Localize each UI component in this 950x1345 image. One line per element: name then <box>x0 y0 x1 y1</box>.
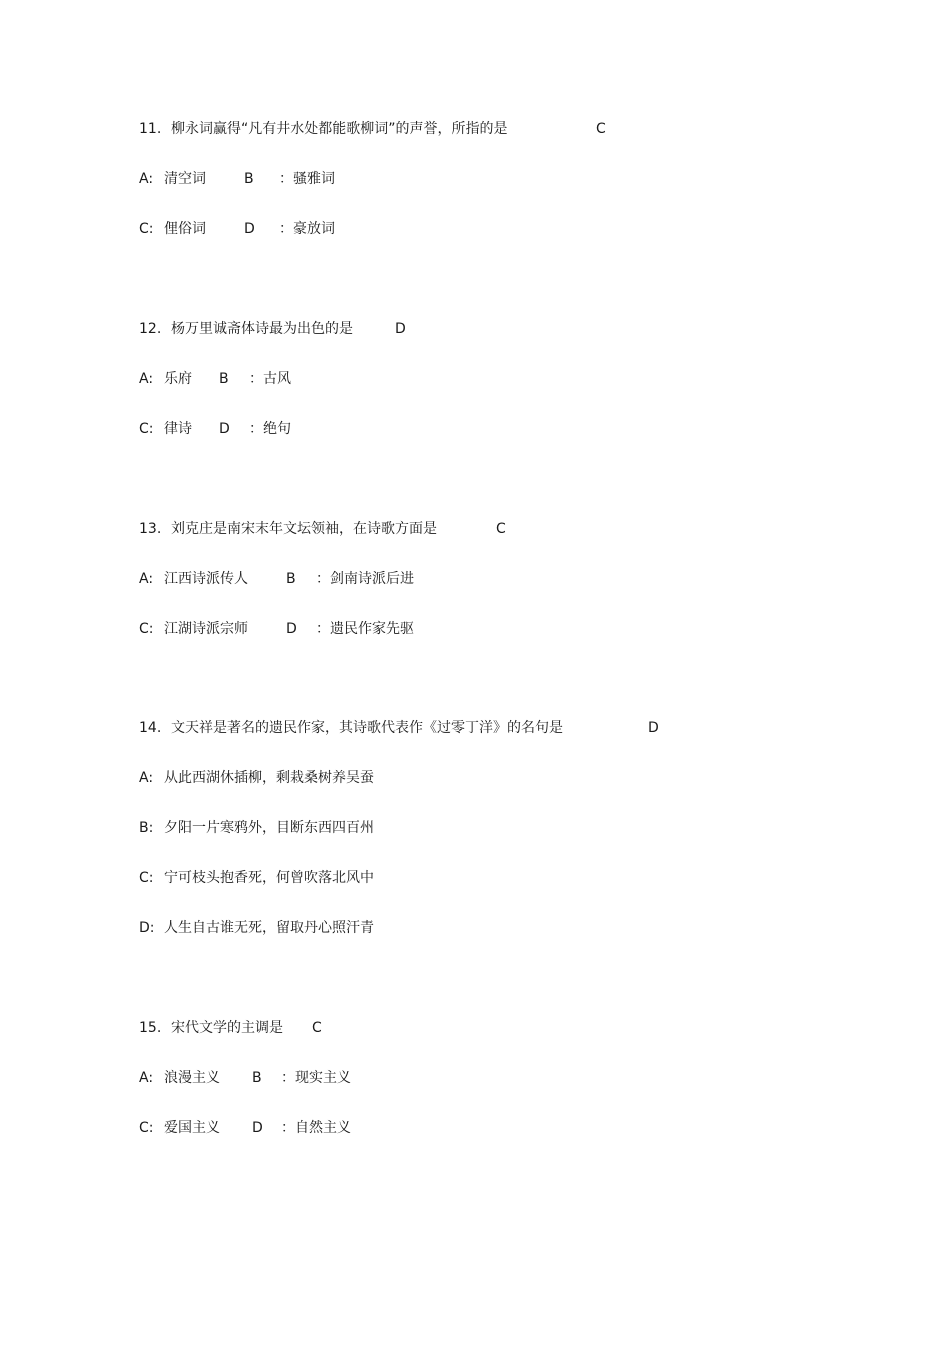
option-text: 宁可枝头抱香死，何曾吹落北风中 <box>164 870 374 886</box>
option-text: ：剑南诗派后进 <box>316 571 414 587</box>
option-label: A: <box>139 171 154 187</box>
option-label: C: <box>139 1120 154 1136</box>
option-label: C: <box>139 870 154 886</box>
option-label: C: <box>139 221 154 237</box>
option-text: 江湖诗派宗师 <box>164 621 248 637</box>
option-label: A: <box>139 571 154 587</box>
option-text: 人生自古谁无死，留取丹心照汗青 <box>164 920 374 936</box>
answer-key: D <box>395 321 406 337</box>
option-text: 清空词 <box>164 171 206 187</box>
option-label: D: <box>139 920 155 936</box>
question-text: 宋代文学的主调是 <box>171 1020 283 1036</box>
question-number: 11. <box>139 121 162 137</box>
option-text: ：豪放词 <box>279 221 335 237</box>
option-label: B <box>252 1070 262 1086</box>
option-label: D <box>286 621 297 637</box>
question-number: 14. <box>139 720 162 736</box>
question-number: 12. <box>139 321 162 337</box>
option-text: 夕阳一片寒鸦外，目断东西四百州 <box>164 820 374 836</box>
answer-key: C <box>496 521 506 537</box>
option-label: B <box>286 571 296 587</box>
answer-key: D <box>648 720 659 736</box>
option-label: B <box>219 371 229 387</box>
option-label: A: <box>139 1070 154 1086</box>
option-text: ：古风 <box>249 371 291 387</box>
question-number: 15. <box>139 1020 162 1036</box>
option-label: B: <box>139 820 154 836</box>
option-text: 从此西湖休插柳，剩栽桑树养吴蚕 <box>164 770 374 786</box>
option-label: C: <box>139 621 154 637</box>
option-text: ：现实主义 <box>281 1070 351 1086</box>
option-label: A: <box>139 371 154 387</box>
question-text: 杨万里诚斋体诗最为出色的是 <box>171 321 353 337</box>
option-text: 俚俗词 <box>164 221 206 237</box>
answer-key: C <box>596 121 606 137</box>
option-label: D <box>252 1120 263 1136</box>
option-text: ：骚雅词 <box>279 171 335 187</box>
option-text: 乐府 <box>164 371 192 387</box>
question-text: 文天祥是著名的遗民作家，其诗歌代表作《过零丁洋》的名句是 <box>171 720 563 736</box>
option-text: ：遗民作家先驱 <box>316 621 414 637</box>
question-text: 柳永词赢得“凡有井水处都能歌柳词”的声誉，所指的是 <box>171 121 508 137</box>
option-text: 浪漫主义 <box>164 1070 220 1086</box>
question-number: 13. <box>139 521 162 537</box>
option-text: 律诗 <box>164 421 192 437</box>
option-label: D <box>219 421 230 437</box>
option-label: C: <box>139 421 154 437</box>
question-text: 刘克庄是南宋末年文坛领袖，在诗歌方面是 <box>171 521 437 537</box>
option-text: ：绝句 <box>249 421 291 437</box>
option-text: 江西诗派传人 <box>164 571 248 587</box>
answer-key: C <box>312 1020 322 1036</box>
option-label: D <box>244 221 255 237</box>
option-text: ：自然主义 <box>281 1120 351 1136</box>
option-label: A: <box>139 770 154 786</box>
option-text: 爱国主义 <box>164 1120 220 1136</box>
option-label: B <box>244 171 254 187</box>
